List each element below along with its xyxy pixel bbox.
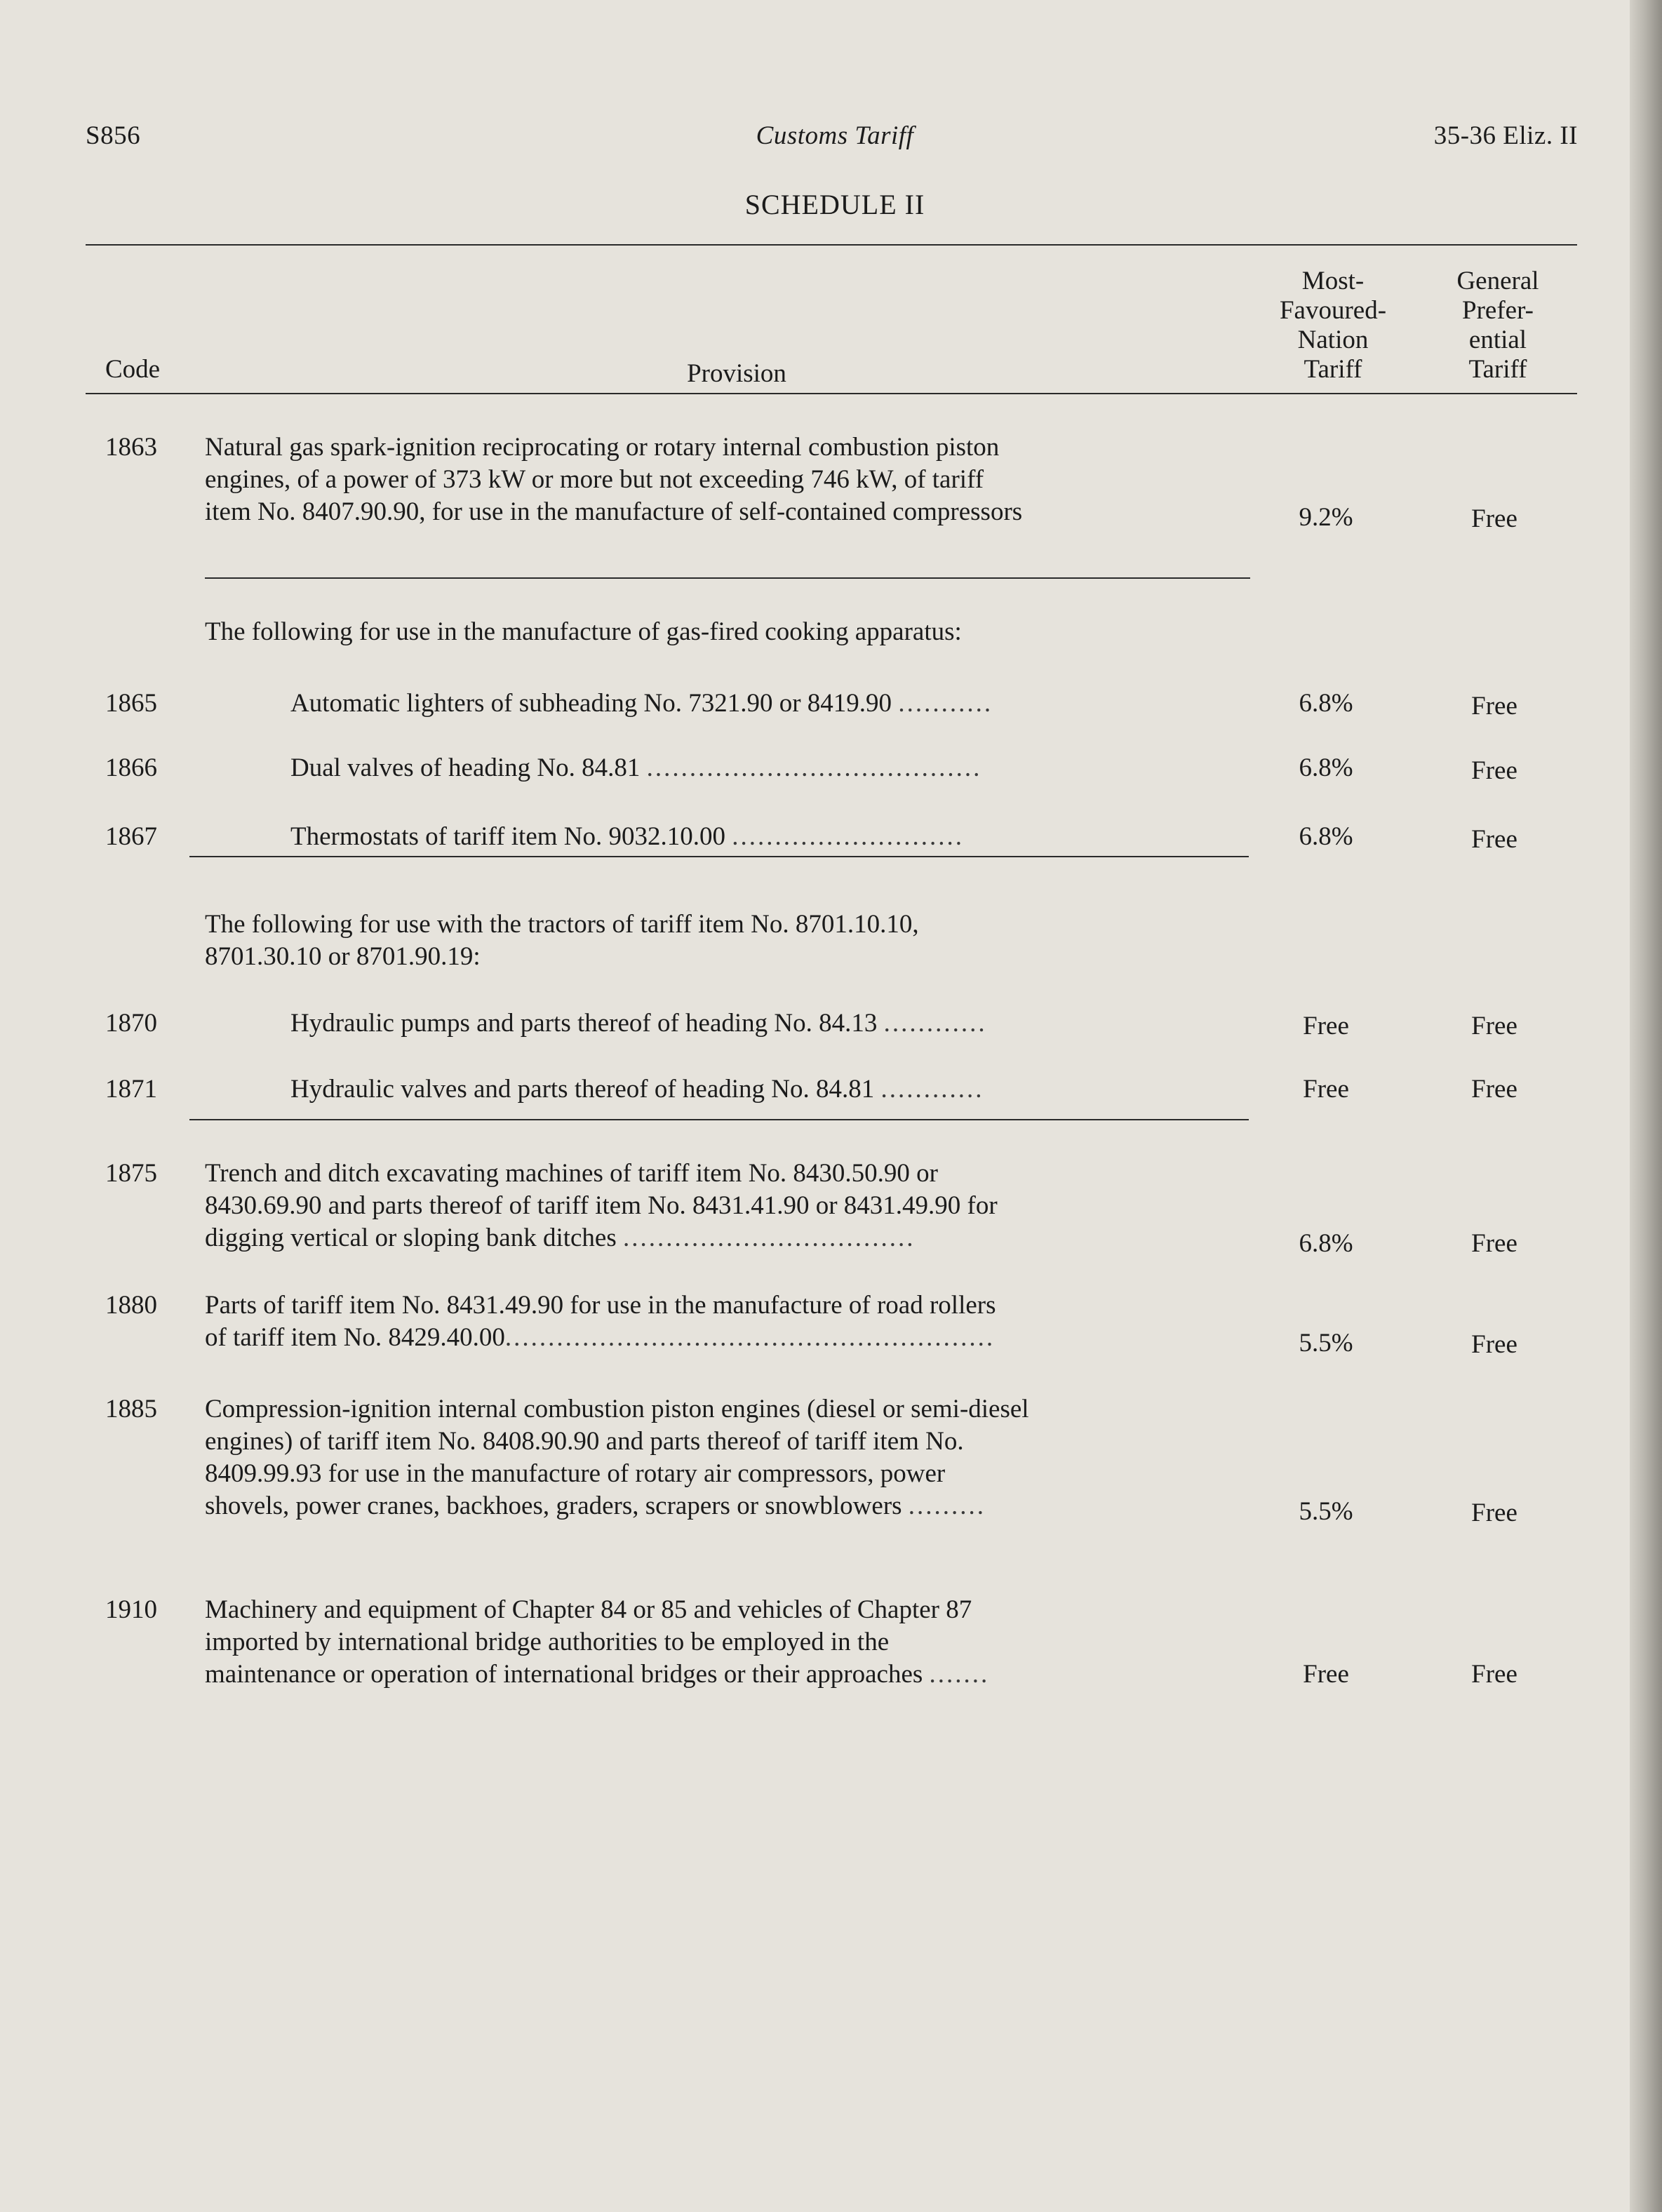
mfn-rate: Free xyxy=(1303,1012,1349,1040)
section-divider xyxy=(189,856,1249,857)
gpt-rate: Free xyxy=(1471,756,1517,785)
document-page: S856 Customs Tariff 35-36 Eliz. II SCHEDULE II Code Provision Most- Favoured- Nation Tariff General Prefer- ential Tariff 1863 Natural gas spark-ignition reciprocating or rotary internal combustion piston engines, of a power of 373 kW or more but not exceeding 746 kW, of tariff item No. 8407.90.90, for use in the manufacture of self-contained compressors 9.2% Free The following for use in the manufacture of gas-fired cooking apparatus: 1865 Automatic lighters of subheading No. 7321.90 or 8419.90 ........... 6.8% Free 1866 Dual valves of heading No. 84.81 ....................................... 6.8% Free 1867 Thermostats of tariff item No. 9032.10.00 ........................... 6.8% Free The following for use with the tractors of tariff item No. 8701.10.10, 8701.30.10 or 8701.90.19: 1870 Hydraulic pumps and parts thereof of heading No. 84.13 ............ Free Free 1871 Hydraulic valves and parts thereof of heading No. 84.81 ............ Free Free 1875 Trench and ditch excavating machines of tariff item No. 8430.50.90 or 8430.69.90 and parts thereof of tariff item No. 8431.41.90 or 8431.49.90 for digging vertical or sloping bank ditches .................................. 6.8% Free 1880 Parts of tariff item No. 8431.49.90 for use in the manufacture of road rollers of tariff item No. 8429.40.00......................................................... 5.5% Free 1885 Compression-ignition internal combustion piston engines (diesel or semi-diesel engines) of tariff item No. 8408.90.90 and parts thereof of tariff item No. 8409.99.93 for use in the manufacture of rotary air compressors, power shovels, power cranes, backhoes, graders, scrapers or snowblowers ......... 5.5% Free 1910 Machinery and equipment of Chapter 84 or 85 and vehicles of Chapter 87 imported by international bridge authorities to be employed in the maintenance or operation of international bridges or their approaches ....... Free Free xyxy=(0,0,1662,2212)
mfn-rate: 5.5% xyxy=(1299,1497,1353,1526)
gpt-rate: Free xyxy=(1471,1075,1517,1104)
tariff-code: 1867 xyxy=(105,822,157,851)
column-header-gpt: General Prefer- ential Tariff xyxy=(1456,267,1539,384)
mfn-rate: 6.8% xyxy=(1299,822,1353,851)
mfn-rate: Free xyxy=(1303,1075,1349,1104)
mfn-rate: 9.2% xyxy=(1299,503,1353,532)
act-reference: 35-36 Eliz. II xyxy=(1433,121,1578,150)
tariff-code: 1880 xyxy=(105,1291,157,1320)
tariff-code: 1871 xyxy=(105,1075,157,1104)
gpt-rate: Free xyxy=(1471,1229,1517,1258)
gpt-rate: Free xyxy=(1471,1012,1517,1040)
tariff-code: 1870 xyxy=(105,1009,157,1038)
mfn-rate: 6.8% xyxy=(1299,753,1353,782)
gpt-rate: Free xyxy=(1471,692,1517,720)
running-title: Customs Tariff xyxy=(756,121,914,150)
tariff-code: 1910 xyxy=(105,1595,157,1624)
table-top-rule xyxy=(86,244,1577,246)
column-header-provision: Provision xyxy=(687,359,786,388)
mfn-rate: 6.8% xyxy=(1299,689,1353,718)
gpt-rate: Free xyxy=(1471,825,1517,854)
gpt-rate: Free xyxy=(1471,504,1517,533)
gpt-rate: Free xyxy=(1471,1660,1517,1689)
column-header-mfn: Most- Favoured- Nation Tariff xyxy=(1279,267,1387,384)
tariff-code: 1875 xyxy=(105,1159,157,1188)
column-header-code: Code xyxy=(105,355,161,384)
mfn-rate: 5.5% xyxy=(1299,1329,1353,1358)
tariff-code: 1865 xyxy=(105,689,157,718)
gpt-rate: Free xyxy=(1471,1499,1517,1527)
gpt-rate: Free xyxy=(1471,1330,1517,1359)
header-bottom-rule xyxy=(86,393,1577,394)
tariff-code: 1863 xyxy=(105,433,157,462)
page-number: S856 xyxy=(86,121,141,150)
tariff-code: 1866 xyxy=(105,753,157,782)
section-divider xyxy=(189,1119,1249,1120)
mfn-rate: Free xyxy=(1303,1660,1349,1689)
schedule-title: SCHEDULE II xyxy=(744,189,925,220)
book-binding-edge xyxy=(1630,0,1662,2212)
mfn-rate: 6.8% xyxy=(1299,1229,1353,1258)
section-divider xyxy=(205,577,1250,579)
tariff-code: 1885 xyxy=(105,1395,157,1423)
